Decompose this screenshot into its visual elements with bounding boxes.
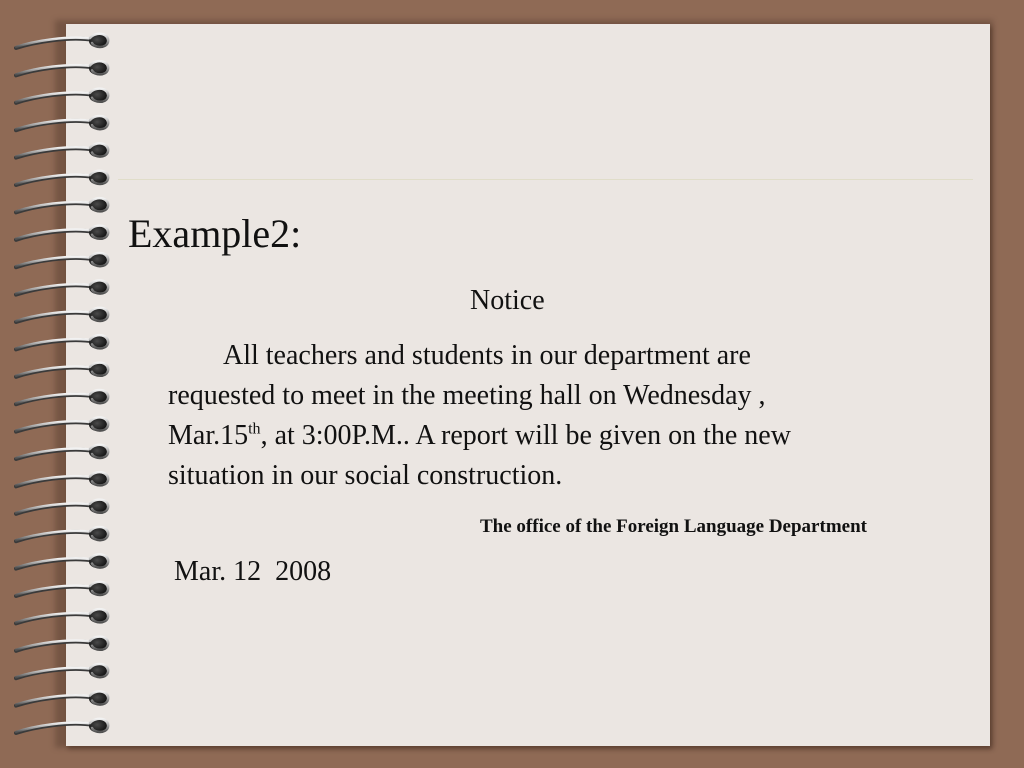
notice-line: requested to meet in the meeting hall on Wednesday ,	[168, 380, 766, 411]
binding-coil	[16, 198, 108, 212]
binding-coil	[16, 308, 108, 322]
binding-coil	[16, 280, 108, 294]
binding-coil	[16, 335, 108, 349]
notice-date-text: Mar.15	[168, 420, 249, 451]
binding-coil	[16, 691, 108, 705]
binding-coil	[16, 253, 108, 267]
binding-coil	[16, 34, 108, 48]
binding-coil	[16, 61, 108, 75]
header-rule	[118, 179, 973, 180]
binding-coil	[16, 445, 108, 459]
notice-date: Mar. 12 2008	[174, 556, 332, 587]
notice-line: All teachers and students in our department are	[223, 340, 751, 371]
binding-coil	[16, 609, 108, 623]
notice-sender: The office of the Foreign Language Department	[480, 516, 867, 537]
binding-coil	[16, 500, 108, 514]
notice-body	[168, 336, 968, 496]
binding-coil	[16, 143, 108, 157]
binding-coil	[16, 719, 108, 733]
notice-line: situation in our social construction.	[168, 460, 563, 491]
binding-coil	[16, 116, 108, 130]
binding-coil	[16, 89, 108, 103]
binding-coil	[16, 582, 108, 596]
binding-coil	[16, 226, 108, 240]
binding-coil	[16, 390, 108, 404]
binding-coil	[16, 171, 108, 185]
spiral-binding-icon	[14, 28, 114, 748]
binding-coil	[16, 472, 108, 486]
ordinal-suffix: th	[248, 420, 261, 438]
binding-coil	[16, 664, 108, 678]
binding-coil	[16, 527, 108, 541]
binding-coil	[16, 637, 108, 651]
slide-title: Example2:	[128, 211, 302, 256]
notice-heading: Notice	[470, 285, 545, 316]
notice-line-rest: , at 3:00P.M.. A report will be given on the new	[260, 420, 791, 451]
binding-coil	[16, 363, 108, 377]
notice-line	[168, 416, 968, 456]
binding-coil	[16, 417, 108, 431]
binding-coil	[16, 554, 108, 568]
